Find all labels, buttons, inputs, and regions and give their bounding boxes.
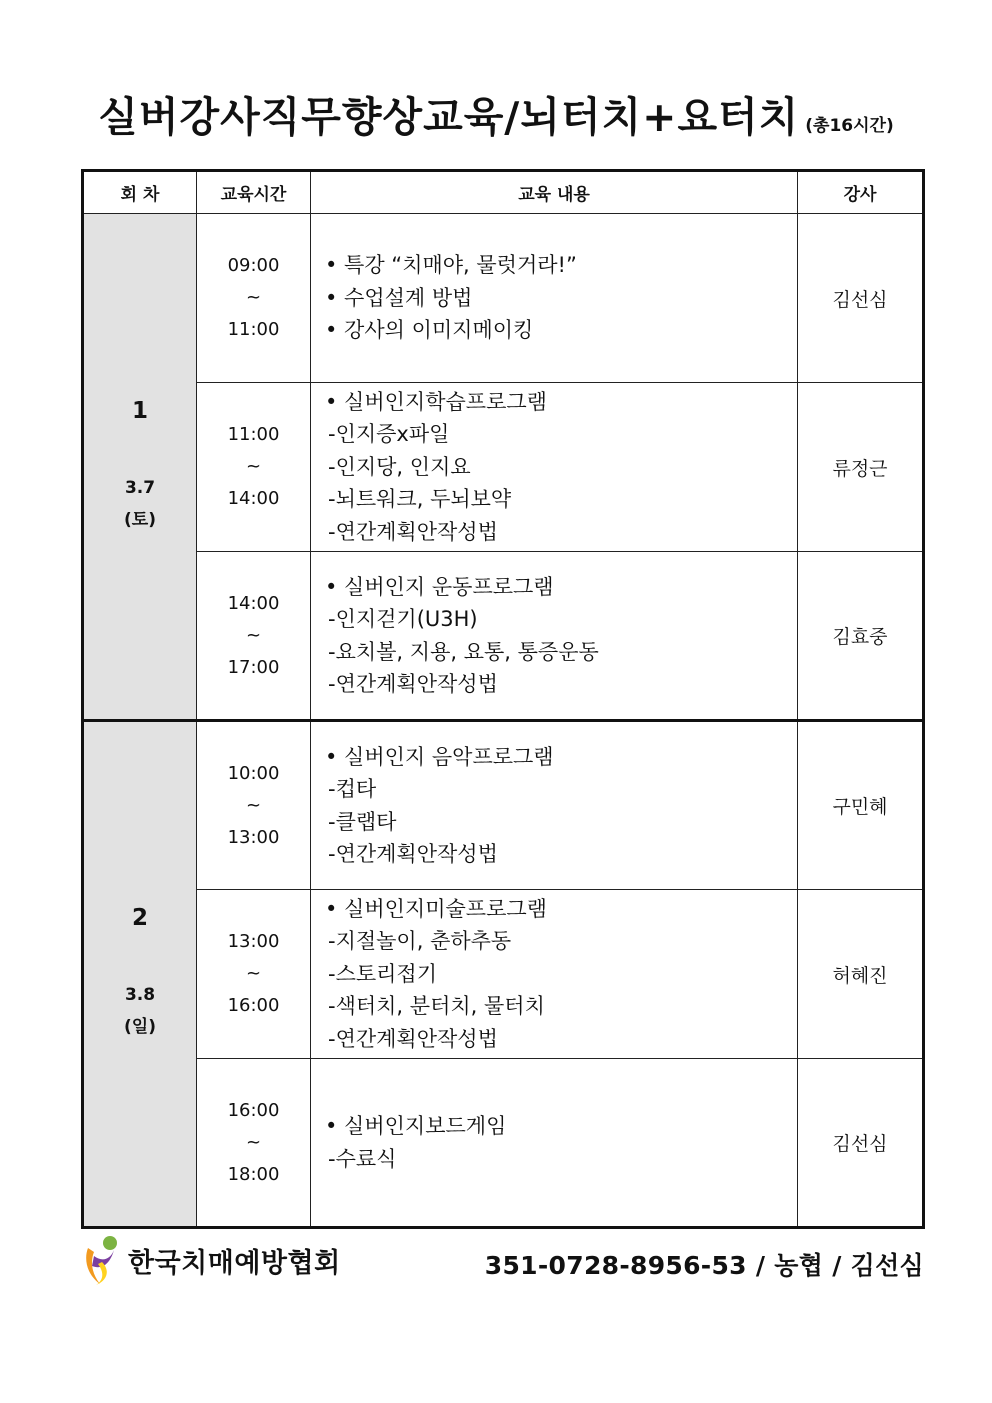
content-cell bbox=[311, 890, 798, 1059]
instructor-name: 김효중 bbox=[798, 552, 924, 721]
time-start: 13:00 bbox=[227, 931, 280, 952]
content-cell bbox=[311, 214, 798, 383]
instructor-name: 구민혜 bbox=[798, 721, 924, 890]
instructor-name: 허혜진 bbox=[798, 890, 924, 1059]
content-subitem: -컵타 bbox=[328, 777, 377, 801]
table-row bbox=[83, 214, 924, 383]
content-subitem: -인지걷기(U3H) bbox=[328, 607, 478, 631]
content-subitem: -인지당, 인지요 bbox=[328, 454, 471, 479]
person-logo-icon bbox=[80, 1234, 124, 1286]
content-bullet: • 실버인지보드게임 bbox=[325, 1114, 507, 1138]
session-date: 3.8 bbox=[124, 985, 156, 1005]
content-bullet: • 실버인지학습프로그램 bbox=[325, 389, 547, 414]
header-instructor: 강사 bbox=[798, 171, 924, 214]
table-row bbox=[83, 890, 924, 1059]
content-subitem: -요치볼, 지용, 요통, 통증운동 bbox=[328, 639, 599, 664]
content-subitem: -연간계획안작성법 bbox=[328, 519, 498, 544]
schedule-table bbox=[81, 169, 925, 1229]
content-subitem: -연간계획안작성법 bbox=[328, 672, 498, 696]
session-date: 3.7 bbox=[124, 477, 156, 498]
content-subitem: -인지증x파일 bbox=[328, 422, 450, 447]
time-start: 16:00 bbox=[227, 1099, 280, 1121]
header-time: 교육시간 bbox=[197, 171, 311, 214]
session-weekday: (토) bbox=[124, 509, 156, 530]
time-start: 11:00 bbox=[227, 424, 280, 445]
document-title bbox=[0, 84, 992, 143]
time-cell bbox=[197, 383, 311, 552]
content-bullet: • 실버인지 운동프로그램 bbox=[325, 574, 554, 599]
time-separator: ~ bbox=[245, 794, 262, 816]
time-separator: ~ bbox=[245, 963, 262, 984]
time-end: 17:00 bbox=[227, 656, 280, 678]
content-bullet: • 강사의 이미지메이킹 bbox=[325, 318, 534, 343]
time-end: 11:00 bbox=[227, 319, 280, 340]
table-header-row bbox=[83, 171, 924, 214]
content-subitem: -클랩타 bbox=[328, 809, 397, 834]
content-subitem: -연간계획안작성법 bbox=[328, 842, 498, 866]
instructor-name: 김선심 bbox=[798, 1059, 924, 1228]
time-separator: ~ bbox=[245, 456, 262, 477]
session-number: 1 bbox=[131, 397, 148, 424]
instructor-name: 김선심 bbox=[798, 214, 924, 383]
table-row bbox=[83, 1059, 924, 1228]
schedule-body bbox=[83, 214, 924, 1228]
content-cell bbox=[311, 721, 798, 890]
bank-account-info: 351-0728-8956-53 / 농협 / 김선심 bbox=[484, 1251, 924, 1280]
session-cell bbox=[83, 214, 197, 721]
content-subitem: -색터치, 분터치, 물터치 bbox=[328, 994, 545, 1019]
time-end: 18:00 bbox=[227, 1163, 280, 1185]
content-cell bbox=[311, 1059, 798, 1228]
header-session: 회 차 bbox=[83, 171, 197, 214]
content-bullet: • 수업설계 방법 bbox=[325, 285, 473, 310]
header-content: 교육 내용 bbox=[311, 171, 798, 214]
time-cell bbox=[197, 552, 311, 721]
time-cell bbox=[197, 214, 311, 383]
time-end: 14:00 bbox=[227, 488, 280, 509]
title-main: 실버강사직무향상교육/뇌터치+요터치 bbox=[98, 93, 800, 141]
content-bullet: • 실버인지 음악프로그램 bbox=[325, 744, 554, 769]
session-weekday: (일) bbox=[124, 1017, 156, 1037]
content-cell bbox=[311, 383, 798, 552]
time-separator: ~ bbox=[245, 1131, 262, 1153]
organization-name: 한국치매예방협회 bbox=[128, 1247, 341, 1279]
organization-logo bbox=[80, 1234, 341, 1286]
time-end: 13:00 bbox=[227, 826, 280, 848]
time-cell bbox=[197, 1059, 311, 1228]
time-start: 09:00 bbox=[227, 255, 280, 276]
table-row bbox=[83, 383, 924, 552]
time-end: 16:00 bbox=[227, 995, 280, 1016]
time-separator: ~ bbox=[245, 287, 262, 308]
content-cell bbox=[311, 552, 798, 721]
content-subitem: -연간계획안작성법 bbox=[328, 1026, 498, 1051]
table-row bbox=[83, 721, 924, 890]
content-bullet: • 특강 “치매야, 물럿거라!” bbox=[325, 253, 577, 278]
title-total-hours: (총16시간) bbox=[805, 116, 894, 136]
content-subitem: -지절놀이, 춘하추동 bbox=[328, 929, 512, 954]
time-start: 14:00 bbox=[227, 592, 280, 614]
content-subitem: -스토리접기 bbox=[328, 961, 438, 986]
session-cell bbox=[83, 721, 197, 1228]
instructor-name: 류정근 bbox=[798, 383, 924, 552]
time-start: 10:00 bbox=[227, 762, 280, 784]
time-separator: ~ bbox=[245, 624, 262, 646]
content-subitem: -수료식 bbox=[328, 1146, 397, 1171]
table-row bbox=[83, 552, 924, 721]
time-cell bbox=[197, 721, 311, 890]
content-subitem: -뇌트워크, 두뇌보약 bbox=[328, 487, 512, 512]
time-cell bbox=[197, 890, 311, 1059]
content-bullet: • 실버인지미술프로그램 bbox=[325, 896, 547, 921]
session-number: 2 bbox=[131, 905, 148, 931]
